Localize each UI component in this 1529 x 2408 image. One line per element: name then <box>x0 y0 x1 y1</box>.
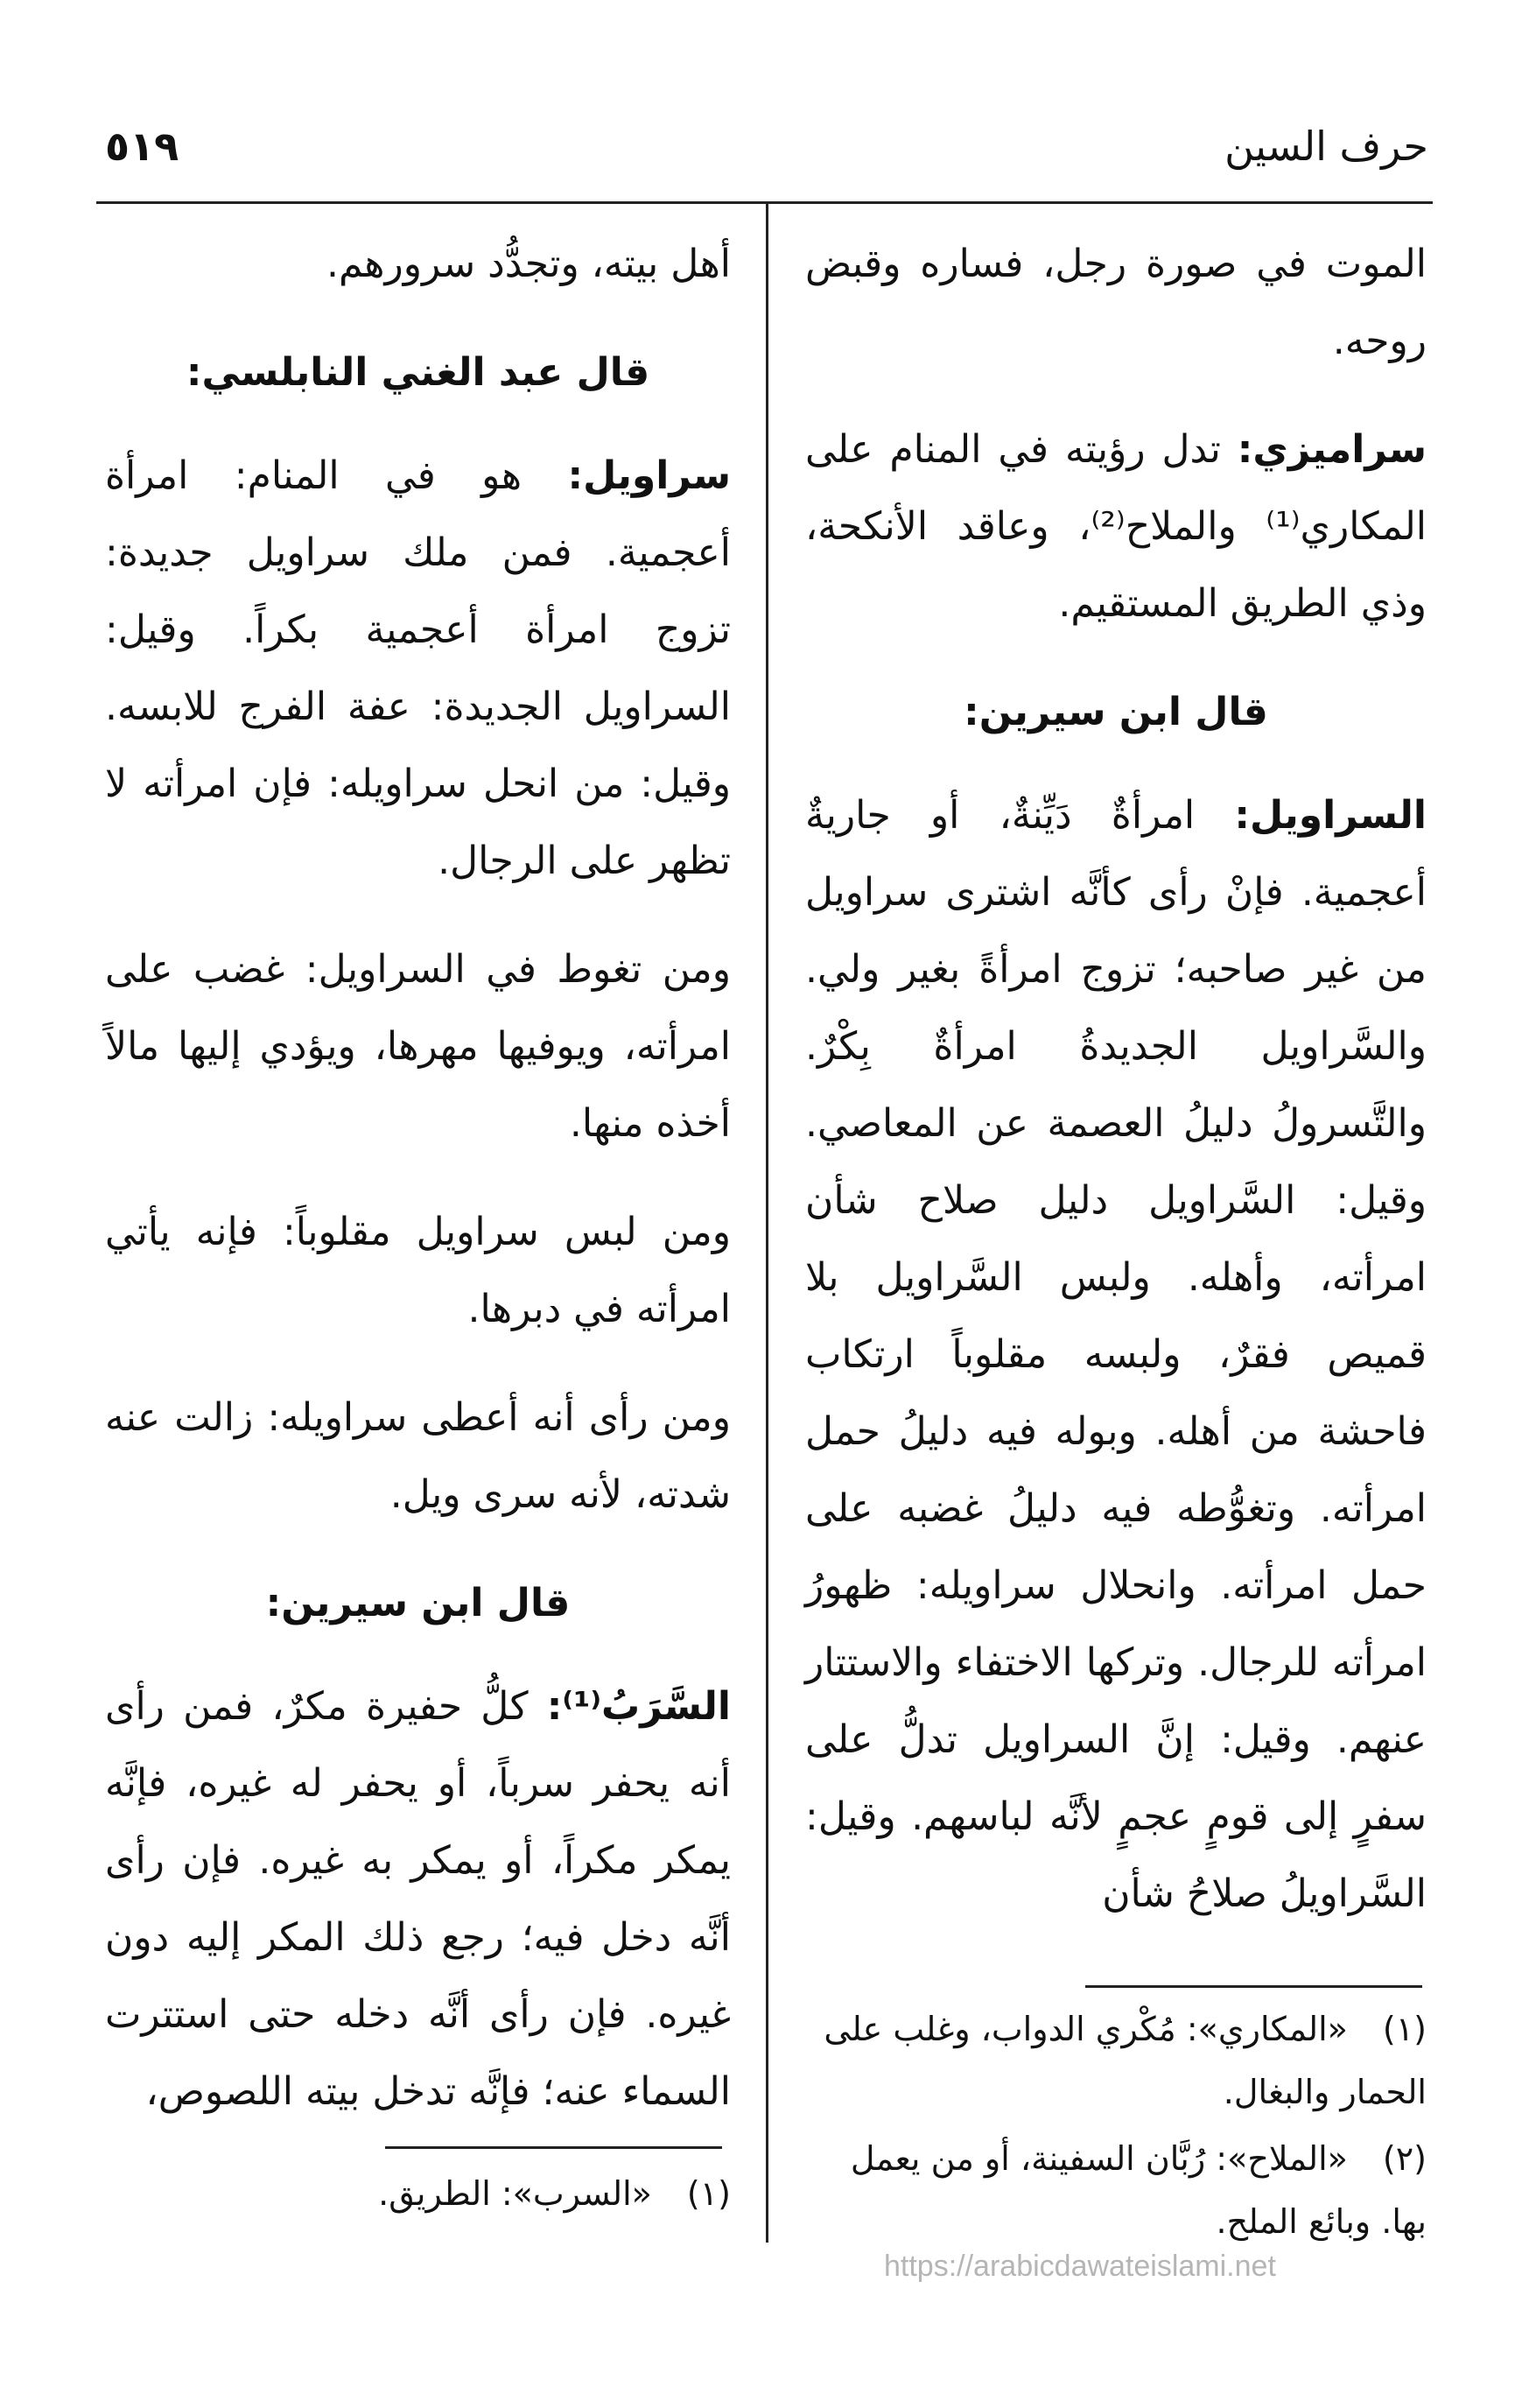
watermark-url: https://arabicdawateislami.net <box>884 2250 1276 2283</box>
entry-text: كلُّ حفيرة مكرٌ، فمن رأى أنه يحفر سرباً، أو يحفر له غيره، فإنَّه يمكر مكراً، أو يمكر به غيره. فإن رأى أنَّه دخل فيه؛ رجع ذلك المكر إليه دون غيره. فإن رأى أنَّه دخله حتى استترت السماء عنه؛ فإنَّه تدخل بيته اللصوص، <box>105 1684 731 2114</box>
entry-term: سراميزي: <box>1237 427 1427 472</box>
entry-paragraph <box>805 411 1427 642</box>
paragraph: أهل بيته، وتجدُّد سرورهم. <box>326 242 731 286</box>
footnote-number: (١) <box>686 2174 731 2213</box>
footnote-divider <box>1085 1985 1422 1988</box>
page-number: ٥١٩ <box>105 123 179 170</box>
entry-text: امرأةٌ دَيِّنةٌ، أو جاريةٌ أعجمية. فإنْ رأى كأنَّه اشترى سراويل من غير صاحبه؛ تزوج امرأةً بغير ولي. والسَّراويل الجديدةُ امرأةٌ بِكْرٌ. والتَّسرولُ دليلُ العصمة عن المعاصي. وقيل: السَّراويل دليل صلاح شأن امرأته، وأهله. ولبس السَّراويل بلا قميص فقرٌ، ولبسه مقلوباً ارتكاب فاحشة من أهله. وبوله فيه دليلُ حمل امرأته. وتغوُّطه فيه دليلُ غضبه على حمل امرأته. وانحلال سراويله: ظهورُ امرأته للرجال. وتركها الاختفاء والاستتار عنهم. وقيل: إنَّ السراويل تدلُّ على سفرٍ إلى قومٍ عجمٍ لأنَّه لباسهم. وقيل: السَّراويلُ صلاحُ شأن <box>805 793 1427 1916</box>
entry-text: هو في المنام: امرأة أعجمية. فمن ملك سراويل جديدة: تزوج امرأة أعجمية بكراً. وقيل: السراويل الجديدة: عفة الفرج للابسه. وقيل: من انحل سراويله: فإن امرأته لا تظهر على الرجال. <box>105 453 731 883</box>
footnote <box>805 2127 1427 2253</box>
left-column <box>105 226 731 2162</box>
column-divider <box>766 203 768 2243</box>
left-footnotes <box>105 2162 731 2229</box>
footnote <box>105 2162 731 2225</box>
entry-paragraph <box>105 438 731 900</box>
chapter-title: حرف السين <box>1224 123 1428 170</box>
right-column <box>805 226 1427 1964</box>
section-heading: قال عبد الغني النابلسي: <box>186 350 650 395</box>
footnote-number: (٢) <box>1382 2139 1427 2178</box>
entry-term: السراويل: <box>1234 793 1427 838</box>
section-heading: قال ابن سيرين: <box>265 1581 571 1625</box>
paragraph: الموت في صورة رجل، فساره وقبض روحه. <box>805 242 1427 363</box>
footnote-text: «الملاح»: رُبَّان السفينة، أو من يعمل بها. وبائع الملح. <box>850 2139 1427 2241</box>
footnote <box>805 1997 1427 2124</box>
footnote-text: «المكاري»: مُكْري الدواب، وغلب على الحمار والبغال. <box>824 2010 1427 2111</box>
footnote-text: «السرب»: الطريق. <box>378 2174 652 2213</box>
paragraph: ومن لبس سراويل مقلوباً: فإنه يأتي امرأته في دبرها. <box>105 1210 731 1331</box>
entry-paragraph <box>805 777 1427 1933</box>
paragraph: ومن رأى أنه أعطى سراويله: زالت عنه شدته، لأنه سرى ويل. <box>105 1395 731 1517</box>
paragraph: ومن تغوط في السراويل: غضب على امرأته، ويوفيها مهرها، ويؤدي إليها مالاً أخذه منها. <box>105 947 731 1146</box>
right-footnotes <box>805 1997 1427 2257</box>
entry-paragraph <box>105 1668 731 2131</box>
footnote-divider <box>385 2146 722 2149</box>
header-divider <box>96 201 1433 204</box>
entry-text: تدل رؤيته في المنام على المكاري⁽¹⁾ والملاح⁽²⁾، وعاقد الأنكحة، وذي الطريق المستقيم. <box>805 427 1427 626</box>
entry-term: السَّرَبُ⁽¹⁾: <box>546 1684 731 1729</box>
section-heading: قال ابن سيرين: <box>964 690 1268 734</box>
entry-term: سراويل: <box>567 453 731 498</box>
footnote-number: (١) <box>1382 2010 1427 2048</box>
